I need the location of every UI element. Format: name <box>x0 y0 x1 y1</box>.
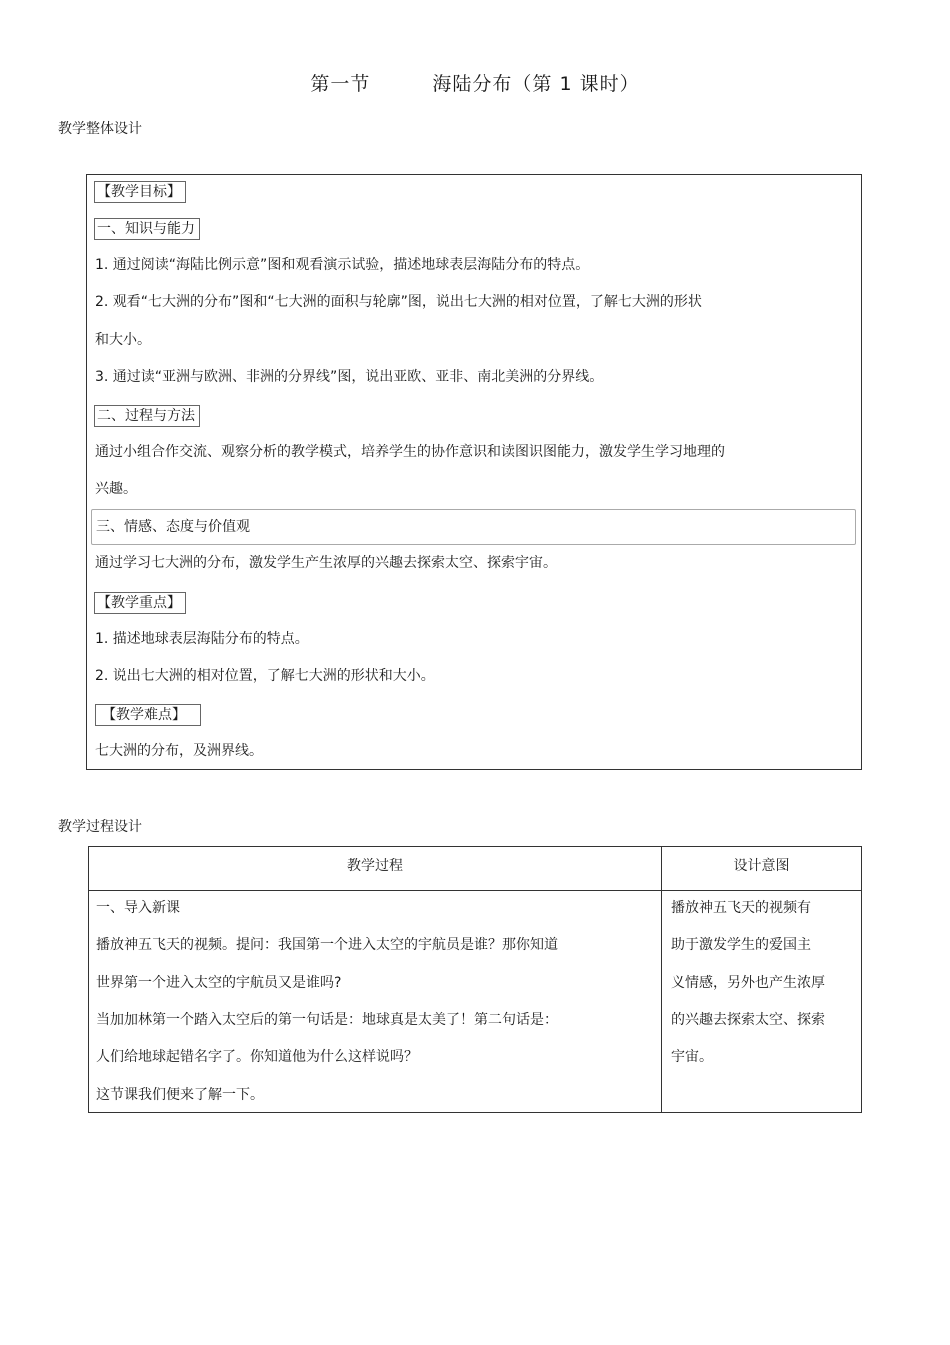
process-method-item: 兴趣。 <box>95 481 137 497</box>
process-line: 人们给地球起错名字了。你知道他为什么这样说吗？ <box>96 1049 418 1065</box>
intent-line: 宇宙。 <box>671 1049 713 1065</box>
process-method-item: 通过小组合作交流、观察分析的教学模式，培养学生的协作意识和读图识图能力，激发学生学习地理的 <box>95 444 725 460</box>
knowledge-item: 1. 通过阅读“海陆比例示意”图和观看演示试验，描述地球表层海陆分布的特点。 <box>95 257 590 273</box>
document-title <box>0 71 950 97</box>
intent-line: 播放神五飞天的视频有 <box>671 900 811 916</box>
difficulty-tag: 【教学难点】 <box>95 704 201 726</box>
intent-line: 助于激发学生的爱国主 <box>671 937 811 953</box>
key-points-tag: 【教学重点】 <box>94 592 186 614</box>
process-method-tag: 二、过程与方法 <box>94 405 200 427</box>
objectives-box <box>86 174 862 770</box>
emotion-tag: 三、情感、态度与价值观 <box>91 509 856 545</box>
title-topic: 海陆分布（第 1 课时） <box>432 73 640 95</box>
emotion-item: 通过学习七大洲的分布，激发学生产生浓厚的兴趣去探索太空、探索宇宙。 <box>95 555 557 571</box>
header-intent: 设计意图 <box>733 858 790 874</box>
key-point-item: 2. 说出七大洲的相对位置，了解七大洲的形状和大小。 <box>95 668 435 684</box>
key-point-item: 1. 描述地球表层海陆分布的特点。 <box>95 631 309 647</box>
column-divider <box>661 847 662 1112</box>
header-divider <box>89 890 861 891</box>
knowledge-tag: 一、知识与能力 <box>94 218 200 240</box>
knowledge-item: 3. 通过读“亚洲与欧洲、非洲的分界线”图，说出亚欧、亚非、南北美洲的分界线。 <box>95 369 604 385</box>
process-design-heading: 教学过程设计 <box>58 819 142 835</box>
process-line: 一、导入新课 <box>96 900 180 916</box>
process-line: 播放神五飞天的视频。提问：我国第一个进入太空的宇航员是谁？那你知道 <box>96 937 558 953</box>
process-line: 这节课我们便来了解一下。 <box>96 1087 264 1103</box>
process-table <box>88 846 862 1113</box>
intent-line: 义情感，另外也产生浓厚 <box>671 975 825 991</box>
header-process: 教学过程 <box>347 858 403 874</box>
process-line: 世界第一个进入太空的宇航员又是谁吗? <box>96 975 342 991</box>
overall-design-heading: 教学整体设计 <box>58 121 142 137</box>
difficulty-item: 七大洲的分布，及洲界线。 <box>95 743 263 759</box>
knowledge-item: 和大小。 <box>95 332 151 348</box>
goal-tag: 【教学目标】 <box>94 181 186 203</box>
knowledge-item: 2. 观看“七大洲的分布”图和“七大洲的面积与轮廓”图，说出七大洲的相对位置，了解七大洲的形状 <box>95 294 702 310</box>
title-section: 第一节 <box>310 73 371 95</box>
process-line: 当加加林第一个踏入太空后的第一句话是：地球真是太美了！第二句话是： <box>96 1012 558 1028</box>
intent-line: 的兴趣去探索太空、探索 <box>671 1012 825 1028</box>
